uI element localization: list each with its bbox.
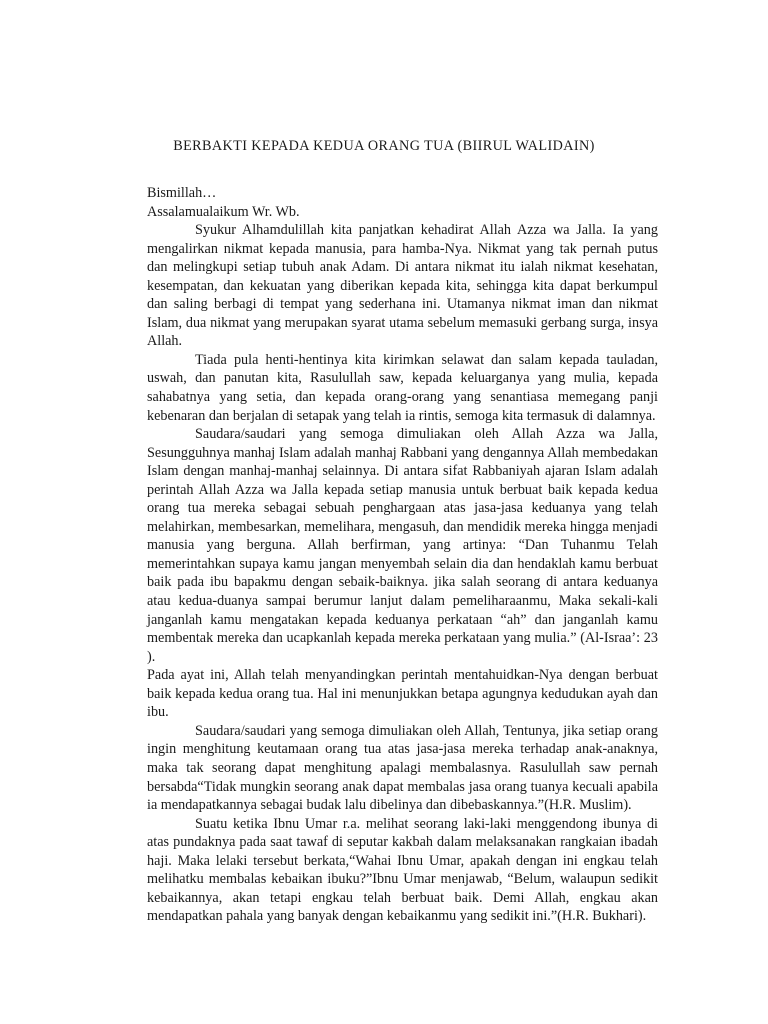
paragraph-syukur: Syukur Alhamdulillah kita panjatkan kehadirat Allah Azza wa Jalla. Ia yang mengalirkan nikmat kepada manusia, para hamba-Nya. Nikmat yang tak pernah putus dan melingkupi setiap tubuh anak Adam. Di antara nikmat itu ialah nikmat kesehatan, kesempatan, dan kekuatan yang diberikan kepada kita, sehingga kita dapat berkumpul dan saling berbagi di tempat yang sederhana ini. Utamanya nikmat iman dan nikmat Islam, dua nikmat yang merupakan syarat utama sebelum memasuki gerbang surga, insya Allah.	[147, 222, 658, 350]
document-body	[147, 184, 658, 926]
paragraph-keutamaan-orang-tua: Saudara/saudari yang semoga dimuliakan oleh Allah, Tentunya, jika setiap orang ingin menghitung keutamaan orang tua atas jasa-jasa mereka terhadap anak-anaknya, maka tak seorang dapat menghitung apalagi membalasnya. Rasulullah saw pernah bersabda“Tidak mungkin seorang anak dapat membalas jasa orang tuanya kecuali apabila ia mendapatkannya sebagai budak lalu dibelinya dan dibebaskannya.”(H.R. Muslim).	[147, 722, 658, 814]
paragraph-selawat: Tiada pula henti-hentinya kita kirimkan selawat dan salam kepada tauladan, uswah, dan panutan kita, Rasulullah saw, kepada keluarganya yang mulia, kepada sahabatnya yang setia, dan kepada orang-orang yang senantiasa memegang panji kebenaran dan berjalan di setapak yang telah ia rintis, semoga kita termasuk di dalamnya.	[147, 351, 658, 424]
paragraph-ibnu-umar: Suatu ketika Ibnu Umar r.a. melihat seorang laki-laki menggendong ibunya di atas pundaknya pada saat tawaf di seputar kakbah dalam melaksanakan rangkaian ibadah haji. Maka lelaki tersebut berkata,“Wahai Ibnu Umar, apakah dengan ini engkau telah melihatku membalas kebaikan ibuku?”Ibnu Umar menjawab, “Belum, walaupun sedikit kebaikannya, akan tetapi engkau telah berbuat baik. Demi Allah, engkau akan mendapatkan pahala yang banyak dengan kebaikanmu yang sedikit ini.”(H.R. Bukhari).	[147, 815, 658, 925]
paragraph-ayat-explanation: Pada ayat ini, Allah telah menyandingkan perintah mentahuidkan-Nya dengan berbuat baik kepada kedua orang tua. Hal ini menunjukkan betapa agungnya kedudukan ayah dan ibu.	[147, 667, 658, 721]
greeting-bismillah: Bismillah…	[147, 185, 217, 201]
paragraph-manhaj-rabbani: Saudara/saudari yang semoga dimuliakan oleh Allah Azza wa Jalla, Sesungguhnya manhaj Islam adalah manhaj Rabbani yang dengannya Allah membedakan Islam dengan manhaj-manhaj selainnya. Di antara sifat Rabbaniyah ajaran Islam adalah perintah Allah Azza wa Jalla kepada setiap manusia untuk berbuat baik kepada kedua orang tua mereka sebagai sebuah penghargaan atas jasa-jasa keduanya yang telah melahirkan, membesarkan, memelihara, mengasuh, dan mendidik mereka hingga menjadi manusia yang berguna. Allah berfirman, yang artinya: “Dan Tuhanmu Telah memerintahkan supaya kamu jangan menyembah selain dia dan hendaklah kamu berbuat baik pada ibu bapakmu dengan sebaik-baiknya. jika salah seorang di antara keduanya atau kedua-duanya sampai berumur lanjut dalam pemeliharaanmu, Maka sekali-kali janganlah kamu mengatakan kepada keduanya perkataan “ah” dan janganlah kamu membentak mereka dan ucapkanlah kepada mereka perkataan yang mulia.” (Al-Israa’: 23 ).	[147, 426, 658, 665]
greeting-salam: Assalamualaikum Wr. Wb.	[147, 203, 300, 220]
document-title: BERBAKTI KEPADA KEDUA ORANG TUA (BIIRUL WALIDAIN)	[173, 138, 595, 154]
